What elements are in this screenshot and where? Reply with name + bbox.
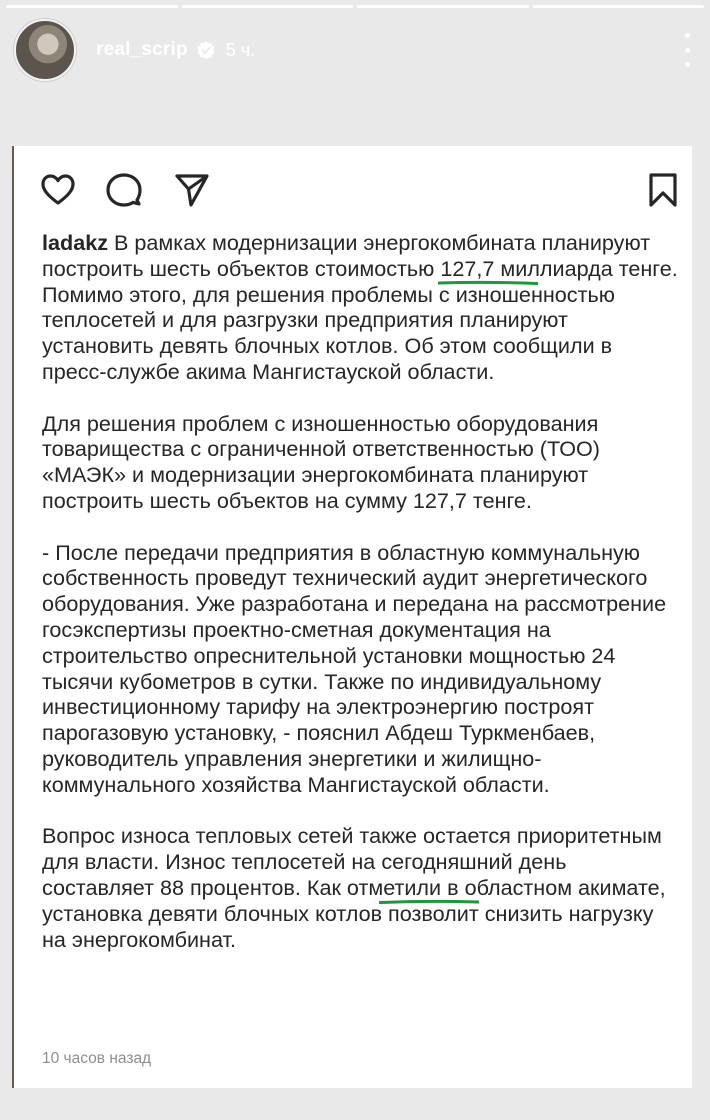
more-options-icon[interactable] xyxy=(682,33,692,67)
caption-paragraph: ladakz В рамках модернизации энергокомбината планируют построить шесть объектов стоимостью 127,7 миллиарда тенге . Помимо этого, для решения проблемы с изношенностью теплосетей и для разгрузки предприятия планируют установить девять блочных котлов. Об этом сообщили в пресс-службе акима Мангистауской области. xyxy=(42,230,678,384)
post-caption xyxy=(42,230,682,978)
story-header xyxy=(14,20,692,80)
caption-paragraph: - После передачи предприятия в областную коммунальную собственность проведут технический аудит энергетического оборудования. Уже разработана и передана на рассмотрение госэкспертизы проектно-сметная документация на строительство опреснительной установки мощностью 24 тысячи кубометров в сутки. Также по индивидуальному инвестиционному тарифу на электроэнергию построят парогазовую установку, - пояснил Абдеш Туркменбаев, руководитель управления энергетики и жилищно-коммунального хозяйства Мангистауской области. xyxy=(42,539,667,797)
heart-icon[interactable] xyxy=(40,172,76,208)
post-author[interactable]: ladakz xyxy=(42,230,109,255)
story-time: 5 ч. xyxy=(225,39,256,60)
post-time-ago: 10 часов назад xyxy=(42,1050,152,1067)
story-progress-segment xyxy=(533,5,705,8)
post-screenshot xyxy=(12,146,692,1088)
post-actions xyxy=(40,172,680,212)
caption-paragraph: Для решения проблем с изношенностью оборудования товарищества с ограниченной ответственностью (ТОО) «МАЭК» и модернизации энергокомбината планируют построить шесть объектов на сумму 127,7 тенге. xyxy=(42,410,600,513)
story-progress-segment xyxy=(182,5,354,8)
verified-badge-icon xyxy=(196,40,216,60)
story-progress-segment xyxy=(6,5,178,8)
avatar[interactable] xyxy=(14,19,76,81)
caption-paragraph: Вопрос износа тепловых сетей также остается приоритетным для власти. Износ теплосетей на сегодняшний день составляет 88 процентов. Как отметили в областном акимате, установка девяти блочных котлов позволит снизить нагрузку на энергокомбинат. xyxy=(42,823,666,952)
story-progress-bar xyxy=(6,5,704,8)
story-username[interactable]: real_scrip xyxy=(96,39,188,60)
share-icon[interactable] xyxy=(174,172,210,208)
highlighted-text: сегодняшний день составляет 88 процентов. Как xyxy=(42,849,566,900)
story-progress-segment xyxy=(357,5,529,8)
bookmark-icon[interactable] xyxy=(648,172,678,208)
comment-icon[interactable] xyxy=(106,172,142,208)
highlighted-text: 127,7 миллиарда тенге xyxy=(440,256,671,281)
